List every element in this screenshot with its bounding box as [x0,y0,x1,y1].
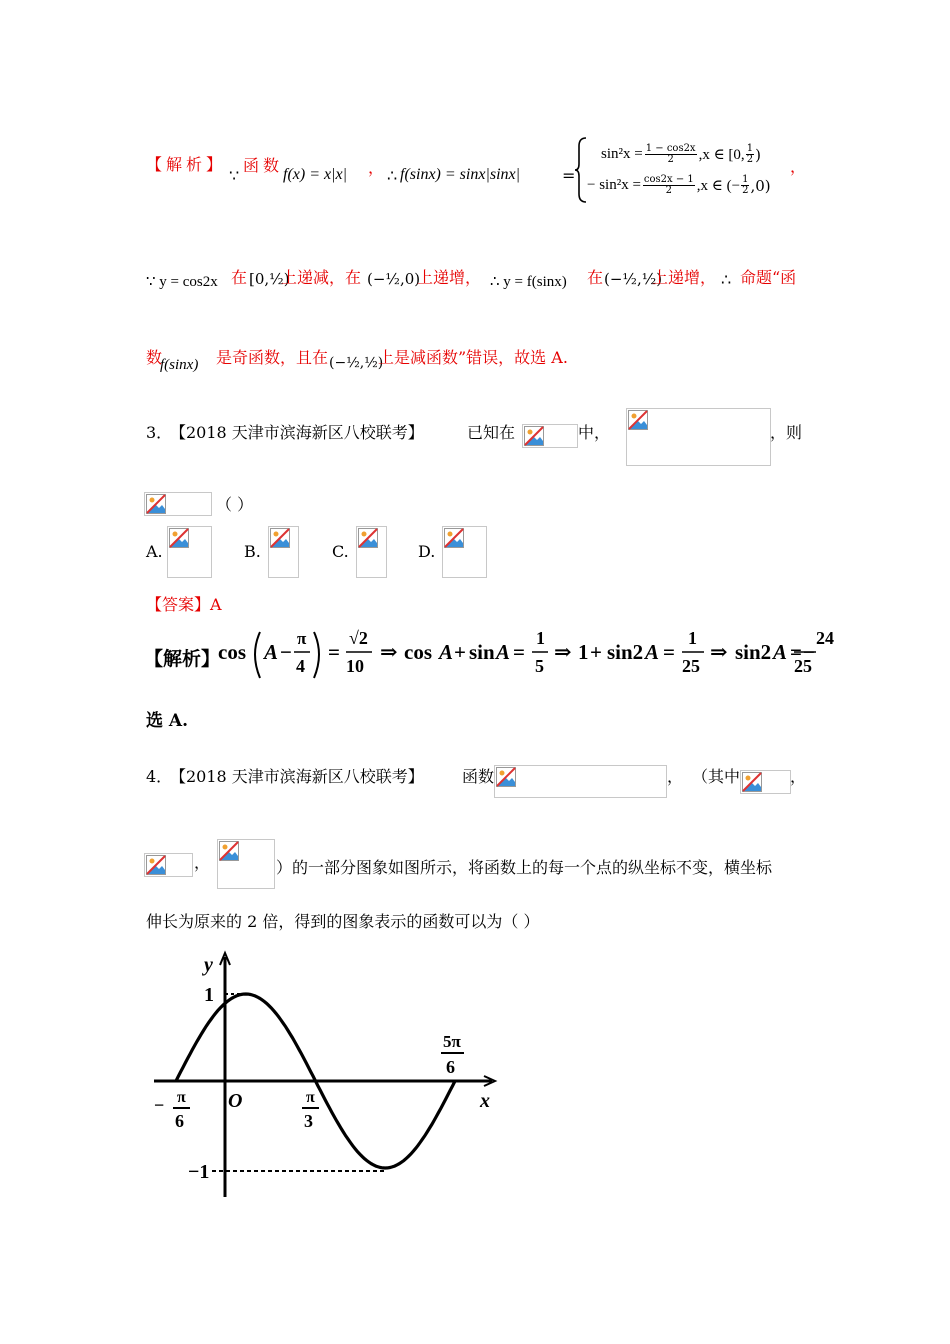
tick-neg-pi-denominator: 6 [175,1111,184,1131]
therefore-symbol-2: ∴ [721,270,732,289]
odd-function-text: 是奇函数，且在 [216,348,329,367]
svg-text:⇒: ⇒ [554,640,572,664]
svg-text:sin2: sin2 [607,640,644,664]
tick-5pi6-denominator: 6 [446,1057,455,1077]
proposition-text: 命题“函 [740,268,797,287]
q3-answer: 【答案】A [146,595,222,614]
q4-image-placeholder-phi [217,839,275,889]
svg-text:10: 10 [346,656,364,676]
conclusion-text: 上是减函数”错误，故选 A. [378,348,568,367]
svg-text:cos: cos [404,640,432,664]
text-increasing: 上递增， [417,268,482,287]
tick-neg-pi-numerator: π [177,1089,186,1106]
tick-pi3-numerator: π [306,1089,315,1106]
svg-text:A: A [773,640,788,664]
broken-image-icon [742,772,762,792]
svg-text:+: + [454,640,466,664]
svg-text:24: 24 [816,628,834,648]
q3-analysis-formula [218,622,834,682]
piecewise-brace [574,136,588,204]
broken-image-icon [524,426,544,446]
q4-image-placeholder-a [740,770,791,794]
comma-2: ， [790,157,807,176]
svg-text:⇒: ⇒ [710,640,728,664]
text-shu: 数 [146,348,163,367]
interval-neg-half-half-2: (−½,½) [329,355,384,371]
svg-text:25: 25 [682,656,700,676]
q3-image-placeholder-expression [144,492,212,516]
sine-graph [140,945,510,1210]
broken-image-icon [219,841,239,861]
q4-where: （其中 [692,767,741,786]
option-b-label: B. [244,542,261,561]
svg-text:π: π [297,629,307,648]
option-b-image[interactable] [268,526,299,578]
svg-text:=: = [328,640,340,664]
f-sinx-statement: ∴ y = f(sinx) [490,274,567,290]
interval-neg-half-half: (−½,½) [604,270,663,288]
q4-description-line1: ）的一部分图象如图所示，将函数上的每一个点的纵坐标不变，横坐标 [276,858,773,877]
q4-description-line2: 伸长为原来的 2 倍，得到的图象表示的函数可以为（ ） [146,912,540,931]
svg-text:⇒: ⇒ [380,640,398,664]
svg-text:=: = [513,640,525,664]
q3-choose: 选 A. [146,711,189,731]
text-zai: 在 [231,268,248,287]
tick-label-1: 1 [204,984,214,1006]
tick-label-minus-1: −1 [188,1161,210,1183]
option-a-label: A. [146,542,163,561]
option-c-image[interactable] [356,526,387,578]
q3-paren: （ ） [216,495,254,514]
tick-neg-sign: − [154,1095,165,1115]
text-increasing-2: 上递增， [652,268,717,287]
svg-text:1: 1 [536,628,545,648]
svg-text:1: 1 [688,628,697,648]
tick-pi3-denominator: 3 [304,1111,313,1131]
option-c-label: C. [332,542,349,561]
svg-text:1: 1 [578,640,589,664]
svg-text:25: 25 [794,656,812,676]
broken-image-icon [444,528,464,548]
broken-image-icon [358,528,378,548]
svg-text:A: A [439,640,454,664]
q4-number: 4． [146,767,173,786]
svg-text:cos: cos [218,640,246,664]
q3-then: ，则 [770,423,803,442]
piecewise-case-1: sin²x = $\frac{1 - \cos 2x}{2}$ ,x ∈ [0, $\frac{1}{2}$ ) [601,143,761,165]
function-word: 函数 [243,156,284,175]
option-d-label: D. [418,542,436,561]
cos2x-statement: ∵ y = cos2x [146,274,218,290]
analysis-label: 【解析】 [146,155,227,174]
svg-text:sin: sin [469,640,495,664]
svg-text:−: − [280,640,292,664]
option-a-image[interactable] [167,526,212,578]
q3-number: 3． [146,423,173,442]
q3-analysis-label: 【解析】 [144,648,221,670]
text-zai-2: 在 [587,268,604,287]
svg-text:4: 4 [296,656,305,676]
broken-image-icon [146,855,166,875]
svg-text:A: A [264,640,279,664]
q4-comma: ， [667,767,684,786]
broken-image-icon [146,494,166,514]
q4-func: 函数 [462,767,495,786]
q3-mid: 中， [578,423,611,442]
svg-text:A: A [645,640,660,664]
y-label: y [204,954,213,976]
svg-text:+: + [590,640,602,664]
q3-source: 【2018 天津市滨海新区八校联考】 [170,423,424,442]
f-sin-expression: f(sinx) = sinx|sinx| [400,166,521,183]
svg-text:=: = [790,640,802,664]
q3-image-placeholder-condition [626,408,771,466]
therefore-symbol: ∴ [387,166,398,185]
interval-0-half: [0,½) [249,270,290,288]
comma: ， [368,158,385,177]
q4-comma-2: ， [790,767,807,786]
q4-comma-3: ， [194,853,211,872]
q4-source: 【2018 天津市滨海新区八校联考】 [170,767,424,786]
because-symbol: ∵ [229,166,240,185]
x-label: x [480,1090,490,1112]
q4-image-placeholder-function [494,765,667,798]
f-sinx: f(sinx) [160,357,199,373]
svg-text:A: A [496,640,511,664]
broken-image-icon [496,767,516,787]
text-decreasing: 上递减，在 [281,268,362,287]
q3-known: 已知在 [467,423,516,442]
option-d-image[interactable] [442,526,487,578]
interval-neg-half-0: (−½,0) [367,270,421,288]
svg-text:=: = [663,640,675,664]
svg-text:5: 5 [535,656,544,676]
svg-text:sin2: sin2 [735,640,772,664]
equals-sign: = [562,166,576,185]
origin-label: O [228,1090,243,1112]
tick-5pi6-numerator: 5π [443,1032,461,1051]
q4-image-placeholder-omega [144,853,193,877]
svg-text:√2: √2 [349,628,368,648]
f-definition: f(x) = x|x| [283,166,347,183]
broken-image-icon [628,410,648,430]
svg-text:−: − [803,640,815,664]
broken-image-icon [169,528,189,548]
piecewise-case-2: − sin²x = $\frac{\cos 2x - 1}{2}$ ,x ∈ (− $\frac{1}{2}$ ,0) [587,174,771,196]
q3-image-placeholder-triangle [522,424,578,448]
broken-image-icon [270,528,290,548]
